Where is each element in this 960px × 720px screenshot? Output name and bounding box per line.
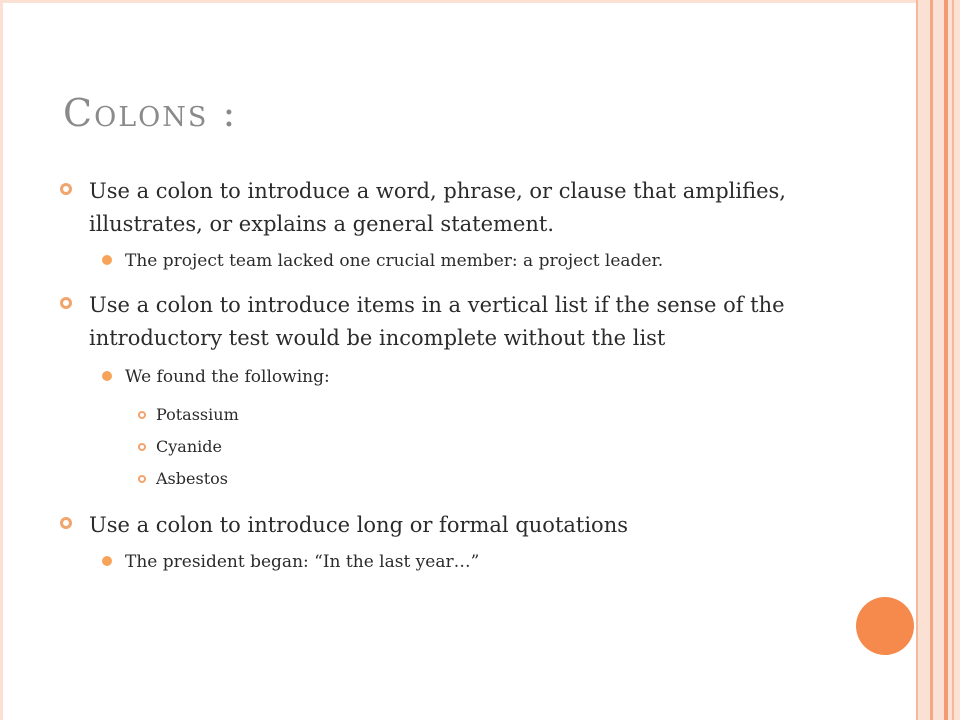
bullet-level2 [60, 247, 820, 275]
bullet-marker-icon [60, 183, 72, 195]
slide-title: Colons : [63, 91, 238, 135]
bullet-dot-icon [102, 371, 112, 381]
bullet-text: Asbestos [156, 469, 228, 488]
bullet-text: We found the following: [125, 367, 330, 387]
slide-content [60, 175, 820, 584]
bullet-level1 [60, 175, 820, 241]
slide-frame-left [0, 0, 3, 720]
bullet-level2 [60, 548, 820, 576]
bullet-level2 [60, 363, 820, 391]
frame-stripe [952, 0, 954, 720]
bullet-text: The project team lacked one crucial member: a project leader. [125, 251, 664, 271]
slide-frame-top [0, 0, 916, 3]
bullet-text: The president began: “In the last year…” [125, 552, 480, 572]
bullet-text: Use a colon to introduce a word, phrase, or clause that amplifies, illustrates, or explains a general statement. [89, 179, 786, 236]
frame-stripe [916, 0, 918, 720]
bullet-level1 [60, 509, 820, 542]
frame-stripe [944, 0, 948, 720]
bullet-level3 [60, 431, 820, 463]
bullet-ring-icon [138, 475, 146, 483]
bullet-dot-icon [102, 556, 112, 566]
bullet-level3 [60, 399, 820, 431]
bullet-text: Use a colon to introduce long or formal quotations [89, 513, 628, 537]
bullet-level3 [60, 463, 820, 495]
bullet-marker-icon [60, 517, 72, 529]
bullet-text: Potassium [156, 405, 239, 424]
bullet-ring-icon [138, 411, 146, 419]
bullet-dot-icon [102, 255, 112, 265]
frame-stripe [930, 0, 933, 720]
accent-circle [856, 597, 914, 655]
bullet-ring-icon [138, 443, 146, 451]
bullet-marker-icon [60, 297, 72, 309]
bullet-text: Use a colon to introduce items in a vertical list if the sense of the introductory test would be incomplete without the list [89, 293, 785, 350]
bullet-level1 [60, 289, 820, 355]
bullet-text: Cyanide [156, 437, 222, 456]
